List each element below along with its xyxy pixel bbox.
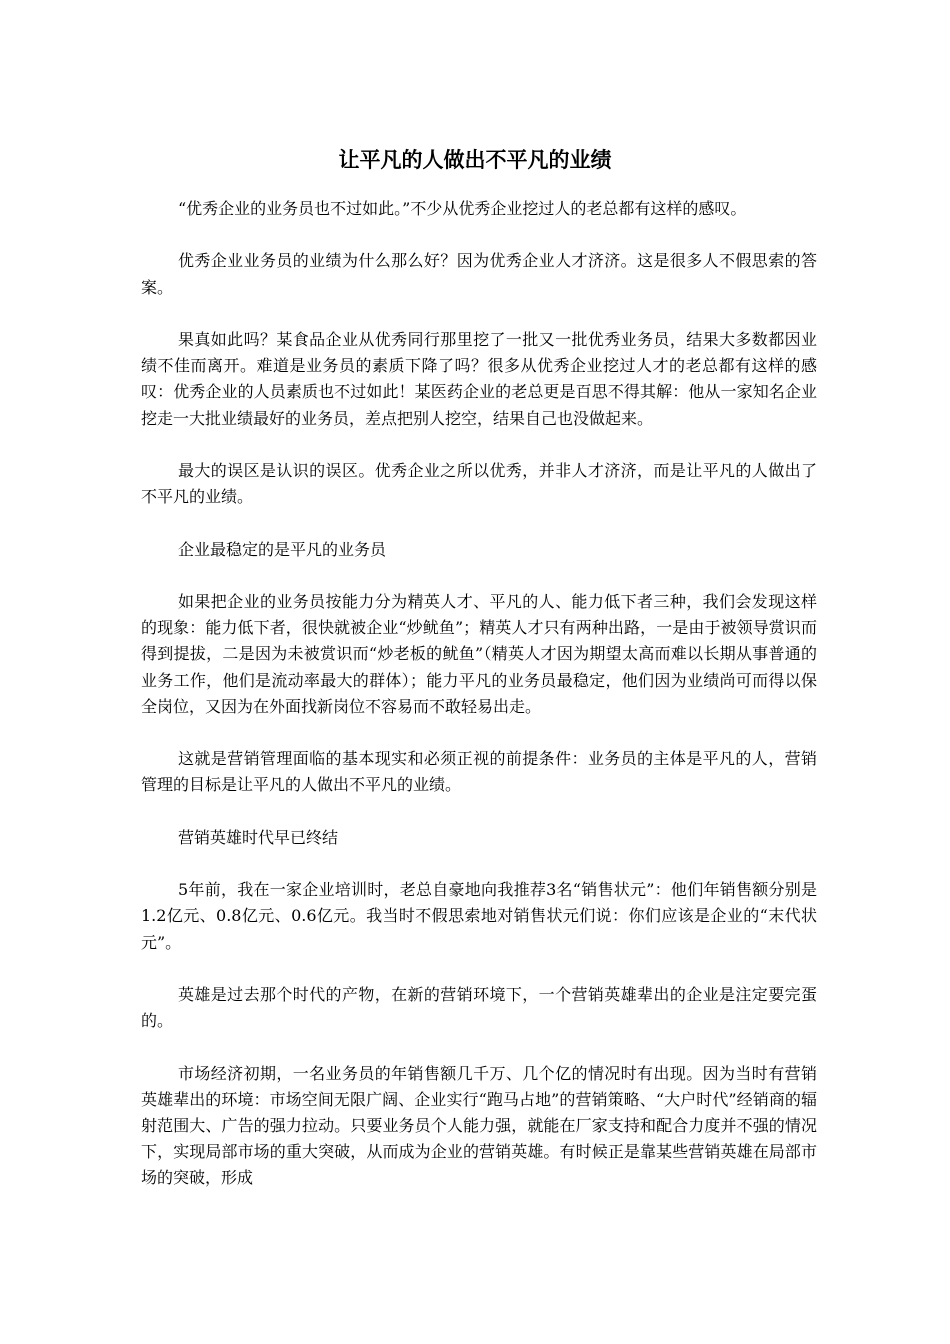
paragraph-management-goal: 这就是营销管理面临的基本现实和必须正视的前提条件：业务员的主体是平凡的人，营销管理的目标是让平凡的人做出不平凡的业绩。 bbox=[141, 749, 817, 795]
paragraph-three-types: 如果把企业的业务员按能力分为精英人才、平凡的人、能力低下者三种，我们会发现这样的现象：能力低下者，很快就被企业“炒鱿鱼”；精英人才只有两种出路，一是由于被领导赏识而得到提拔，二是因为未被赏识而“炒老板的鱿鱼”（精英人才因为期望太高而难以长期从事普通的业务工作，他们是流动率最大的群体）；能力平凡的业务员最稳定，他们因为业绩尚可而得以保全岗位，又因为在外面找新岗位不容易而不敢轻易出走。 bbox=[141, 591, 817, 716]
paragraph-common-answer: 优秀企业业务员的业绩为什么那么好？因为优秀企业人才济济。这是很多人不假思索的答案。 bbox=[141, 251, 817, 297]
paragraph-sales-champions: 5年前，我在一家企业培训时，老总自豪地向我推荐3名“销售状元”：他们年销售额分别是1.2亿元、0.8亿元、0.6亿元。我当时不假思索地对销售状元们说：你们应该是企业的“末代状元”。 bbox=[141, 880, 817, 952]
section-heading-stable-staff: 企业最稳定的是平凡的业务员 bbox=[178, 539, 387, 559]
document-body bbox=[141, 196, 817, 1218]
section-heading-hero-era: 营销英雄时代早已终结 bbox=[178, 827, 339, 847]
paragraph-intro-quote: “优秀企业的业务员也不过如此。”不少从优秀企业挖过人的老总都有这样的感叹。 bbox=[178, 199, 747, 218]
paragraph-heroes-past: 英雄是过去那个时代的产物，在新的营销环境下，一个营销英雄辈出的企业是注定要完蛋的。 bbox=[141, 984, 817, 1031]
paragraph-examples: 果真如此吗？某食品企业从优秀同行那里挖了一批又一批优秀业务员，结果大多数都因业绩不佳而离开。难道是业务员的素质下降了吗？很多从优秀企业挖过人才的老总都有这样的感叹：优秀企业的人员素质也不过如此！某医药企业的老总更是百思不得其解：他从一家知名企业挖走一大批业绩最好的业务员，差点把别人挖空，结果自己也没做起来。 bbox=[141, 329, 817, 428]
paragraph-early-market: 市场经济初期，一名业务员的年销售额几千万、几个亿的情况时有出现。因为当时有营销英雄辈出的环境：市场空间无限广阔、企业实行“跑马占地”的营销策略、“大户时代”经销商的辐射范围大、广告的强力拉动。只要业务员个人能力强，就能在厂家支持和配合力度并不强的情况下，实现局部市场的重大突破，从而成为企业的营销英雄。有时候正是靠某些营销英雄在局部市场的突破，形成 bbox=[141, 1063, 817, 1188]
document-title: 让平凡的人做出不平凡的业绩 bbox=[338, 147, 612, 172]
paragraph-misconception: 最大的误区是认识的误区。优秀企业之所以优秀，并非人才济济，而是让平凡的人做出了不平凡的业绩。 bbox=[141, 460, 817, 507]
